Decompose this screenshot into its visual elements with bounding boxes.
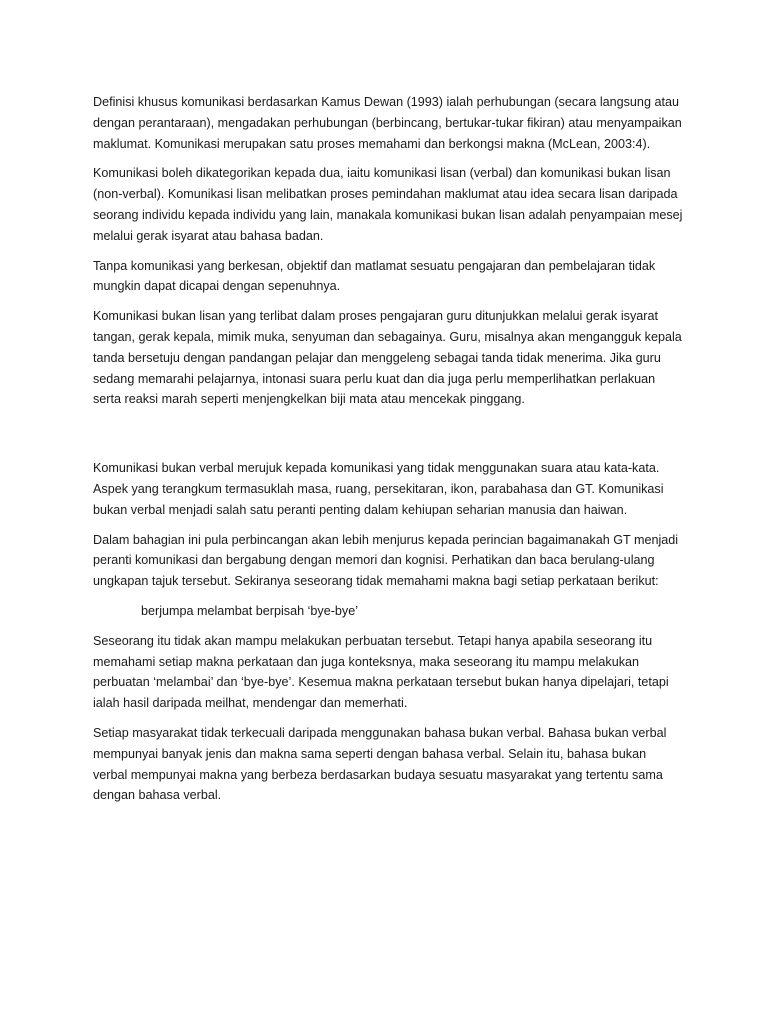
paragraph-society-nonverbal: Setiap masyarakat tidak terkecuali daripada menggunakan bahasa bukan verbal. Bahasa bukan verbal mempunyai banyak jenis dan makna sama seperti dengan bahasa verbal. Selain itu, bahasa bukan verbal mempunyai makna yang berbeza berdasarkan budaya sesuatu masyarakat yang tertentu sama dengan bahasa verbal.: [93, 725, 667, 803]
paragraph-categories: Komunikasi boleh dikategorikan kepada dua, iaitu komunikasi lisan (verbal) dan komunikasi bukan lisan (non-verbal). Komunikasi lisan melibatkan proses pemindahan maklumat atau idea secara lisan daripada seorang individu kepada individu yang lain, manakala komunikasi bukan lisan adalah penyampaian mesej melalui gerak isyarat atau bahasa badan.: [93, 166, 683, 243]
paragraph-understanding-meaning: Seseorang itu tidak akan mampu melakukan perbuatan tersebut. Tetapi hanya apabila seseorang itu memahami setiap makna perkataan dan juga konteksnya, maka seseorang itu mampu melakukan perbuatan ‘melambai’ dan ‘bye-bye’. Kesemua makna perkataan tersebut bukan hanya dipelajari, tetapi ialah hasil daripada meilhat, mendengar dan memerhati.: [93, 633, 669, 711]
paragraph-definition: Definisi khusus komunikasi berdasarkan Kamus Dewan (1993) ialah perhubungan (secara langsung atau dengan perantaraan), mengadakan perhubungan (berbincang, bertukar-tukar fikiran) atau menyampaikan maklumat. Komunikasi merupakan satu proses memahami dan berkongsi makna (McLean, 2003:4).: [93, 95, 682, 151]
paragraph-teacher-nonverbal: Komunikasi bukan lisan yang terlibat dalam proses pengajaran guru ditunjukkan melalui gerak isyarat tangan, gerak kepala, mimik muka, senyuman dan sebagainya. Guru, misalnya akan mengangguk kepala tanda bersetuju dengan pandangan pelajar dan menggeleng sebagai tanda tidak menerima. Jika guru sedang memarahi pelajarnya, intonasi suara perlu kuat dan dia juga perlu memperlihatkan perlakuan serta reaksi marah seperti menjengkelkan biji mata atau mencekak pinggang.: [93, 309, 682, 407]
paragraph-gt-discussion: Dalam bahagian ini pula perbincangan akan lebih menjurus kepada perincian bagaimanakah GT menjadi peranti komunikasi dan bergabung dengan memori dan kognisi. Perhatikan dan baca berulang-ulang ungkapan tajuk tersebut. Sekiranya seseorang tidak memahami makna bagi setiap perkataan berikut:: [93, 532, 679, 589]
paragraph-nonverbal-definition: Komunikasi bukan verbal merujuk kepada komunikasi yang tidak menggunakan suara atau kata-kata. Aspek yang terangkum termasuklah masa, ruang, persekitaran, ikon, parabahasa dan GT. Komunikasi bukan verbal menjadi salah satu peranti penting dalam kehiupan seharian manusia dan haiwan.: [93, 461, 664, 517]
paragraph-effective-communication: Tanpa komunikasi yang berkesan, objektif dan matlamat sesuatu pengajaran dan pembelajaran tidak mungkin dapat dicapai dengan sepenuhnya.: [93, 258, 656, 294]
document-body: [93, 92, 683, 815]
example-phrase: berjumpa melambat berpisah ‘bye-bye’: [141, 603, 359, 618]
